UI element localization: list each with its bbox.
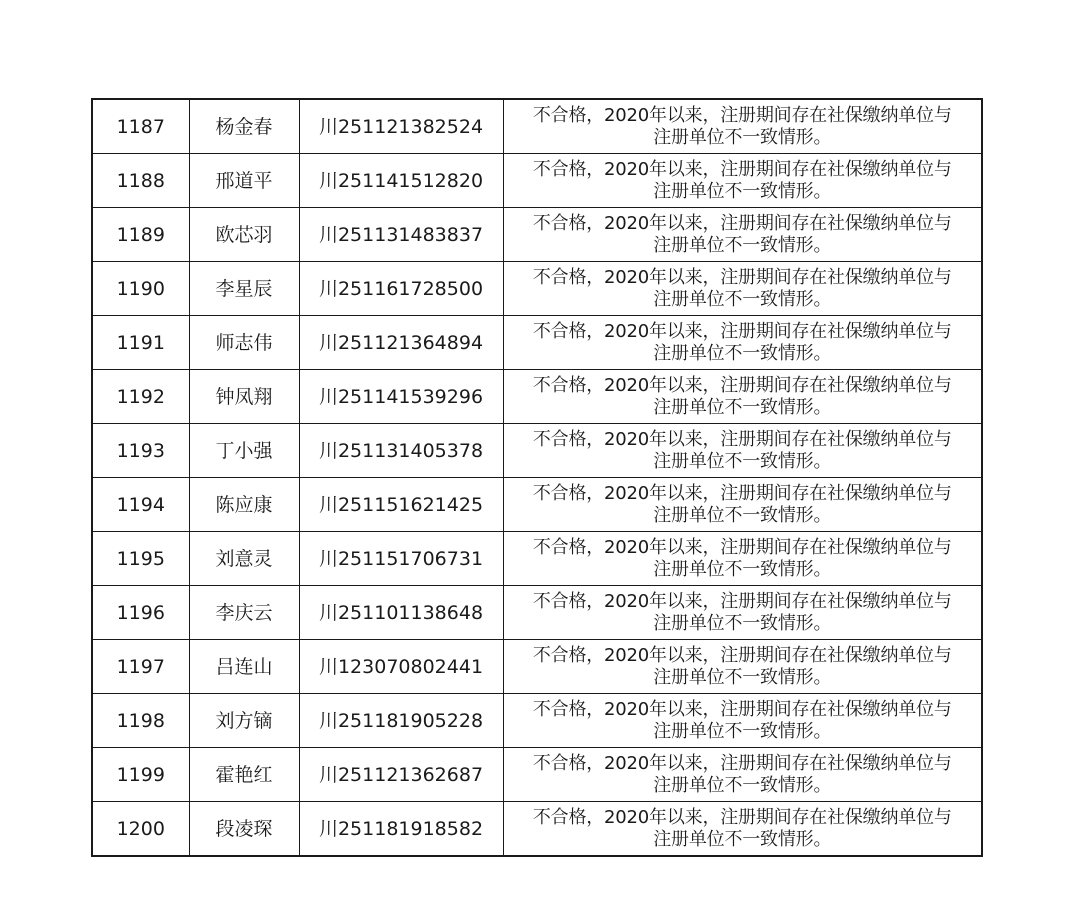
certificate-number-cell: 川251151706731 xyxy=(299,532,503,586)
result-text-line1: 不合格，2020年以来，注册期间存在社保缴纳单位与 xyxy=(532,374,952,396)
person-name-cell: 丁小强 xyxy=(189,424,299,478)
certificate-number-cell: 川251121364894 xyxy=(299,316,503,370)
row-number-cell: 1197 xyxy=(92,640,189,694)
result-text-line1: 不合格，2020年以来，注册期间存在社保缴纳单位与 xyxy=(532,428,952,450)
certificate-number-cell: 川251151621425 xyxy=(299,478,503,532)
result-text-line2: 注册单位不一致情形。 xyxy=(653,126,832,148)
result-text-line1: 不合格，2020年以来，注册期间存在社保缴纳单位与 xyxy=(532,482,952,504)
result-text-line1: 不合格，2020年以来，注册期间存在社保缴纳单位与 xyxy=(532,590,952,612)
result-text-line1: 不合格，2020年以来，注册期间存在社保缴纳单位与 xyxy=(532,644,952,666)
result-text-line2: 注册单位不一致情形。 xyxy=(653,828,832,850)
table-row xyxy=(92,99,982,154)
person-name-cell: 邢道平 xyxy=(189,154,299,208)
result-text-line1: 不合格，2020年以来，注册期间存在社保缴纳单位与 xyxy=(532,536,952,558)
certificate-number-cell: 川251161728500 xyxy=(299,262,503,316)
result-cell xyxy=(503,586,982,640)
result-text-line1: 不合格，2020年以来，注册期间存在社保缴纳单位与 xyxy=(532,266,952,288)
table-body xyxy=(92,99,982,856)
result-cell xyxy=(503,748,982,802)
person-name-cell: 杨金春 xyxy=(189,99,299,154)
row-number-cell: 1199 xyxy=(92,748,189,802)
result-cell xyxy=(503,532,982,586)
result-text-line2: 注册单位不一致情形。 xyxy=(653,288,832,310)
result-cell xyxy=(503,99,982,154)
row-number-cell: 1198 xyxy=(92,694,189,748)
certificate-number-cell: 川251121382524 xyxy=(299,99,503,154)
row-number-cell: 1192 xyxy=(92,370,189,424)
result-cell xyxy=(503,370,982,424)
result-text-line1: 不合格，2020年以来，注册期间存在社保缴纳单位与 xyxy=(532,212,952,234)
certificate-number-cell: 川251121362687 xyxy=(299,748,503,802)
person-name-cell: 霍艳红 xyxy=(189,748,299,802)
table-row xyxy=(92,316,982,370)
table-row xyxy=(92,640,982,694)
result-text-line2: 注册单位不一致情形。 xyxy=(653,234,832,256)
person-name-cell: 李庆云 xyxy=(189,586,299,640)
row-number-cell: 1191 xyxy=(92,316,189,370)
certificate-number-cell: 川251141539296 xyxy=(299,370,503,424)
row-number-cell: 1193 xyxy=(92,424,189,478)
certificate-number-cell: 川251131405378 xyxy=(299,424,503,478)
row-number-cell: 1189 xyxy=(92,208,189,262)
table-row xyxy=(92,424,982,478)
result-cell xyxy=(503,262,982,316)
result-cell xyxy=(503,316,982,370)
result-cell xyxy=(503,208,982,262)
certificate-number-cell: 川251181905228 xyxy=(299,694,503,748)
table-row xyxy=(92,262,982,316)
table-row xyxy=(92,802,982,857)
result-text-line2: 注册单位不一致情形。 xyxy=(653,342,832,364)
person-name-cell: 师志伟 xyxy=(189,316,299,370)
result-text-line2: 注册单位不一致情形。 xyxy=(653,450,832,472)
table-row xyxy=(92,154,982,208)
result-text-line2: 注册单位不一致情形。 xyxy=(653,180,832,202)
table-row xyxy=(92,694,982,748)
person-name-cell: 李星辰 xyxy=(189,262,299,316)
person-name-cell: 段凌琛 xyxy=(189,802,299,857)
person-name-cell: 欧芯羽 xyxy=(189,208,299,262)
result-text-line2: 注册单位不一致情形。 xyxy=(653,558,832,580)
row-number-cell: 1200 xyxy=(92,802,189,857)
inspection-results-table xyxy=(91,98,983,857)
table-row xyxy=(92,208,982,262)
result-text-line1: 不合格，2020年以来，注册期间存在社保缴纳单位与 xyxy=(532,752,952,774)
table-row xyxy=(92,748,982,802)
result-cell xyxy=(503,478,982,532)
result-cell xyxy=(503,802,982,857)
table-row xyxy=(92,586,982,640)
result-text-line2: 注册单位不一致情形。 xyxy=(653,612,832,634)
result-cell xyxy=(503,424,982,478)
person-name-cell: 吕连山 xyxy=(189,640,299,694)
result-text-line1: 不合格，2020年以来，注册期间存在社保缴纳单位与 xyxy=(532,158,952,180)
row-number-cell: 1190 xyxy=(92,262,189,316)
result-text-line2: 注册单位不一致情形。 xyxy=(653,774,832,796)
person-name-cell: 刘方镝 xyxy=(189,694,299,748)
result-text-line2: 注册单位不一致情形。 xyxy=(653,720,832,742)
result-text-line2: 注册单位不一致情形。 xyxy=(653,396,832,418)
result-cell xyxy=(503,694,982,748)
person-name-cell: 刘意灵 xyxy=(189,532,299,586)
result-text-line1: 不合格，2020年以来，注册期间存在社保缴纳单位与 xyxy=(532,698,952,720)
result-text-line2: 注册单位不一致情形。 xyxy=(653,666,832,688)
certificate-number-cell: 川251181918582 xyxy=(299,802,503,857)
person-name-cell: 陈应康 xyxy=(189,478,299,532)
certificate-number-cell: 川251141512820 xyxy=(299,154,503,208)
person-name-cell: 钟凤翔 xyxy=(189,370,299,424)
row-number-cell: 1195 xyxy=(92,532,189,586)
row-number-cell: 1196 xyxy=(92,586,189,640)
result-cell xyxy=(503,640,982,694)
result-text-line1: 不合格，2020年以来，注册期间存在社保缴纳单位与 xyxy=(532,104,952,126)
certificate-number-cell: 川123070802441 xyxy=(299,640,503,694)
certificate-number-cell: 川251131483837 xyxy=(299,208,503,262)
table-row xyxy=(92,370,982,424)
certificate-number-cell: 川251101138648 xyxy=(299,586,503,640)
result-cell xyxy=(503,154,982,208)
row-number-cell: 1194 xyxy=(92,478,189,532)
result-text-line1: 不合格，2020年以来，注册期间存在社保缴纳单位与 xyxy=(532,806,952,828)
row-number-cell: 1188 xyxy=(92,154,189,208)
row-number-cell: 1187 xyxy=(92,99,189,154)
table-row xyxy=(92,478,982,532)
table-row xyxy=(92,532,982,586)
result-text-line1: 不合格，2020年以来，注册期间存在社保缴纳单位与 xyxy=(532,320,952,342)
result-text-line2: 注册单位不一致情形。 xyxy=(653,504,832,526)
